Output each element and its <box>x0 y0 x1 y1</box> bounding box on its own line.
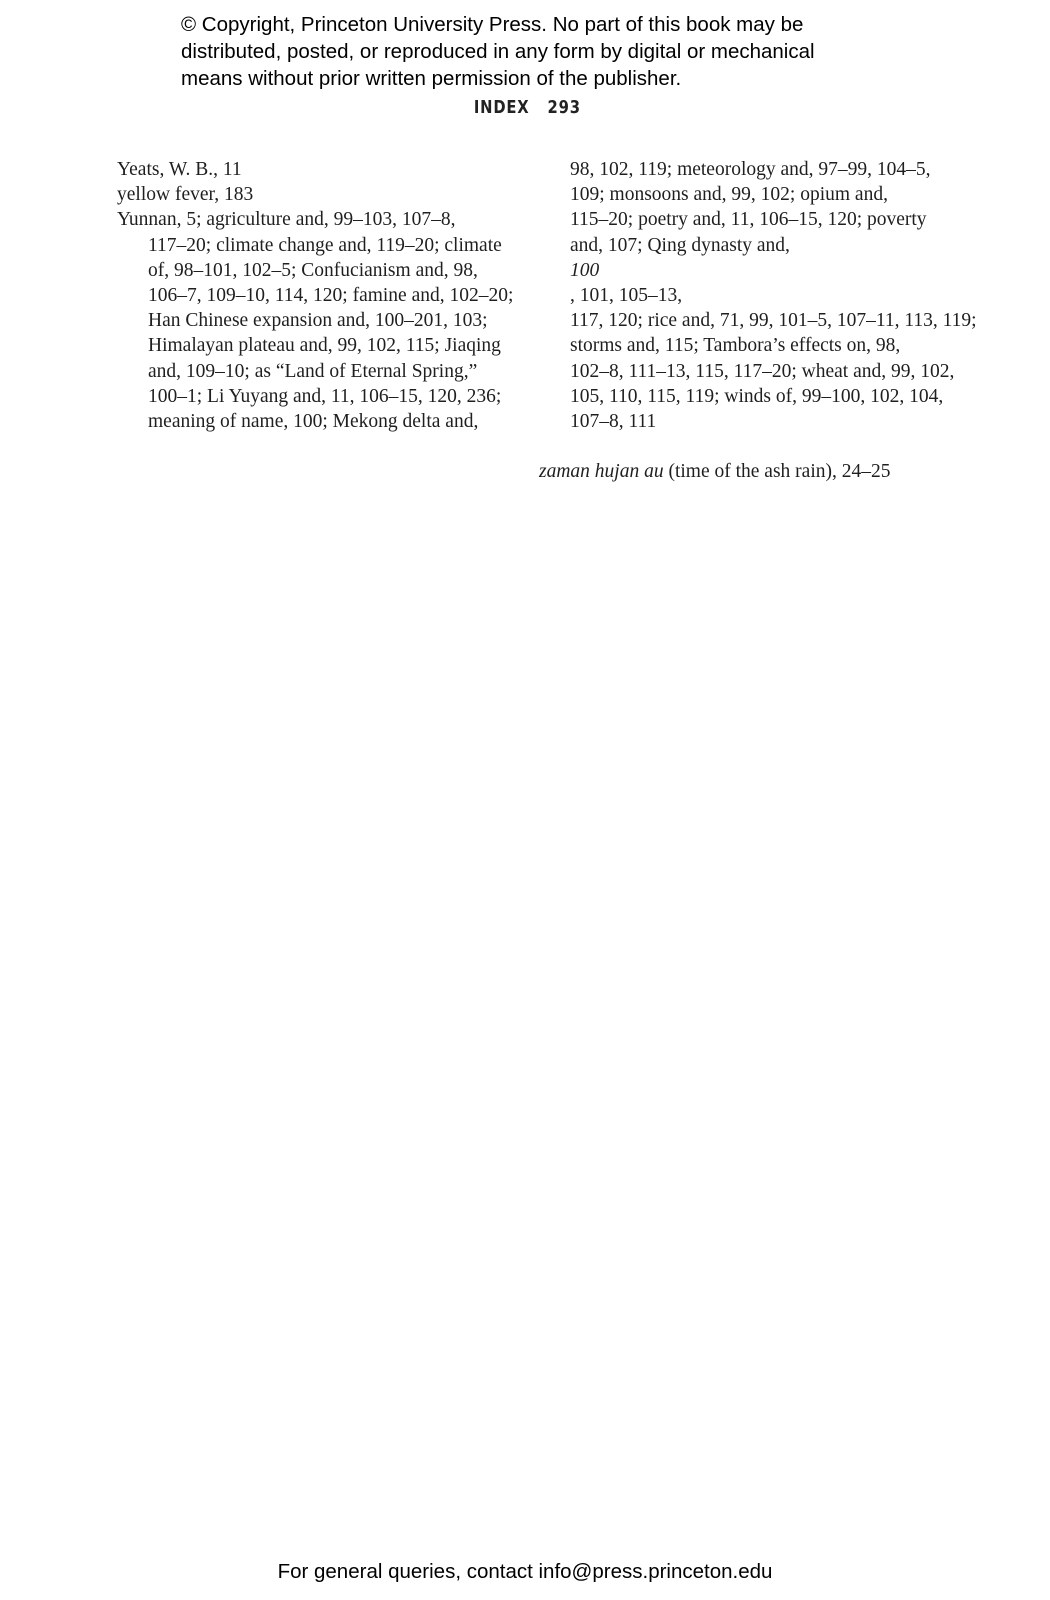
index-entry-line: 98, 102, 119; meteorology and, 97–99, 104–5, <box>570 159 931 180</box>
footer-contact: For general queries, contact info@press.princeton.edu <box>277 1560 773 1583</box>
text-run: , 101, 105–13, <box>570 285 683 307</box>
index-entry-line: Himalayan plateau and, 99, 102, 115; Jiaqing <box>148 335 501 357</box>
index-entry-line: Han Chinese expansion and, 100–201, 103; <box>148 310 488 332</box>
text-run: and, 107; Qing dynasty and, <box>570 234 790 256</box>
index-entry-line <box>570 233 939 309</box>
index-entry-line: 107–8, 111 <box>570 411 657 433</box>
index-entry-line: Yunnan, 5; agriculture and, 99–103, 107–8, <box>117 209 456 231</box>
index-entry-line: 105, 110, 115, 119; winds of, 99–100, 102, 104, <box>570 385 944 407</box>
index-entry-line: 106–7, 109–10, 114, 120; famine and, 102–20; <box>148 285 514 307</box>
index-entry-line: 102–8, 111–13, 115, 117–20; wheat and, 99, 102, <box>570 360 955 382</box>
index-entry-line: 117–20; climate change and, 119–20; climate <box>148 234 502 256</box>
text-run: (time of the ash rain), 24–25 <box>663 461 891 483</box>
index-entry-line: 117, 120; rice and, 71, 99, 101–5, 107–11, 113, 119; <box>570 310 977 332</box>
running-head <box>97 97 958 118</box>
index-entry: yellow fever, 183 <box>117 184 254 206</box>
index-entry-zaman <box>539 459 939 484</box>
index-entry-line: 100–1; Li Yuyang and, 11, 106–15, 120, 236; <box>148 385 502 407</box>
index-entry-yunnan <box>117 207 517 434</box>
index-entry-line: 109; monsoons and, 99, 102; opium and, <box>570 184 888 206</box>
index-entry: Yeats, W. B., 11 <box>117 159 242 180</box>
copyright-line: © Copyright, Princeton University Press. No part of this book may be <box>181 13 804 36</box>
copyright-notice <box>181 11 901 92</box>
page-number: 293 <box>547 97 581 118</box>
running-head-label: INDEX <box>473 97 530 118</box>
index-entry-yunnan-continued <box>539 157 977 434</box>
copyright-line: distributed, posted, or reproduced in any form by digital or mechanical <box>181 40 815 63</box>
index-entry-line: of, 98–101, 102–5; Confucianism and, 98, <box>148 259 478 281</box>
copyright-line: means without prior written permission of the publisher. <box>181 67 682 90</box>
index-entry-line: and, 109–10; as “Land of Eternal Spring,” <box>148 360 478 382</box>
index-entry-line: meaning of name, 100; Mekong delta and, <box>148 411 479 433</box>
index-column-right <box>539 157 977 484</box>
italic-page-ref: 100 <box>570 259 600 281</box>
italic-term: zaman hujan au <box>539 461 664 483</box>
index-entry-line: 115–20; poetry and, 11, 106–15, 120; poverty <box>570 209 927 231</box>
index-column-left <box>117 157 517 434</box>
index-entry-line: storms and, 115; Tambora’s effects on, 98, <box>570 335 901 357</box>
